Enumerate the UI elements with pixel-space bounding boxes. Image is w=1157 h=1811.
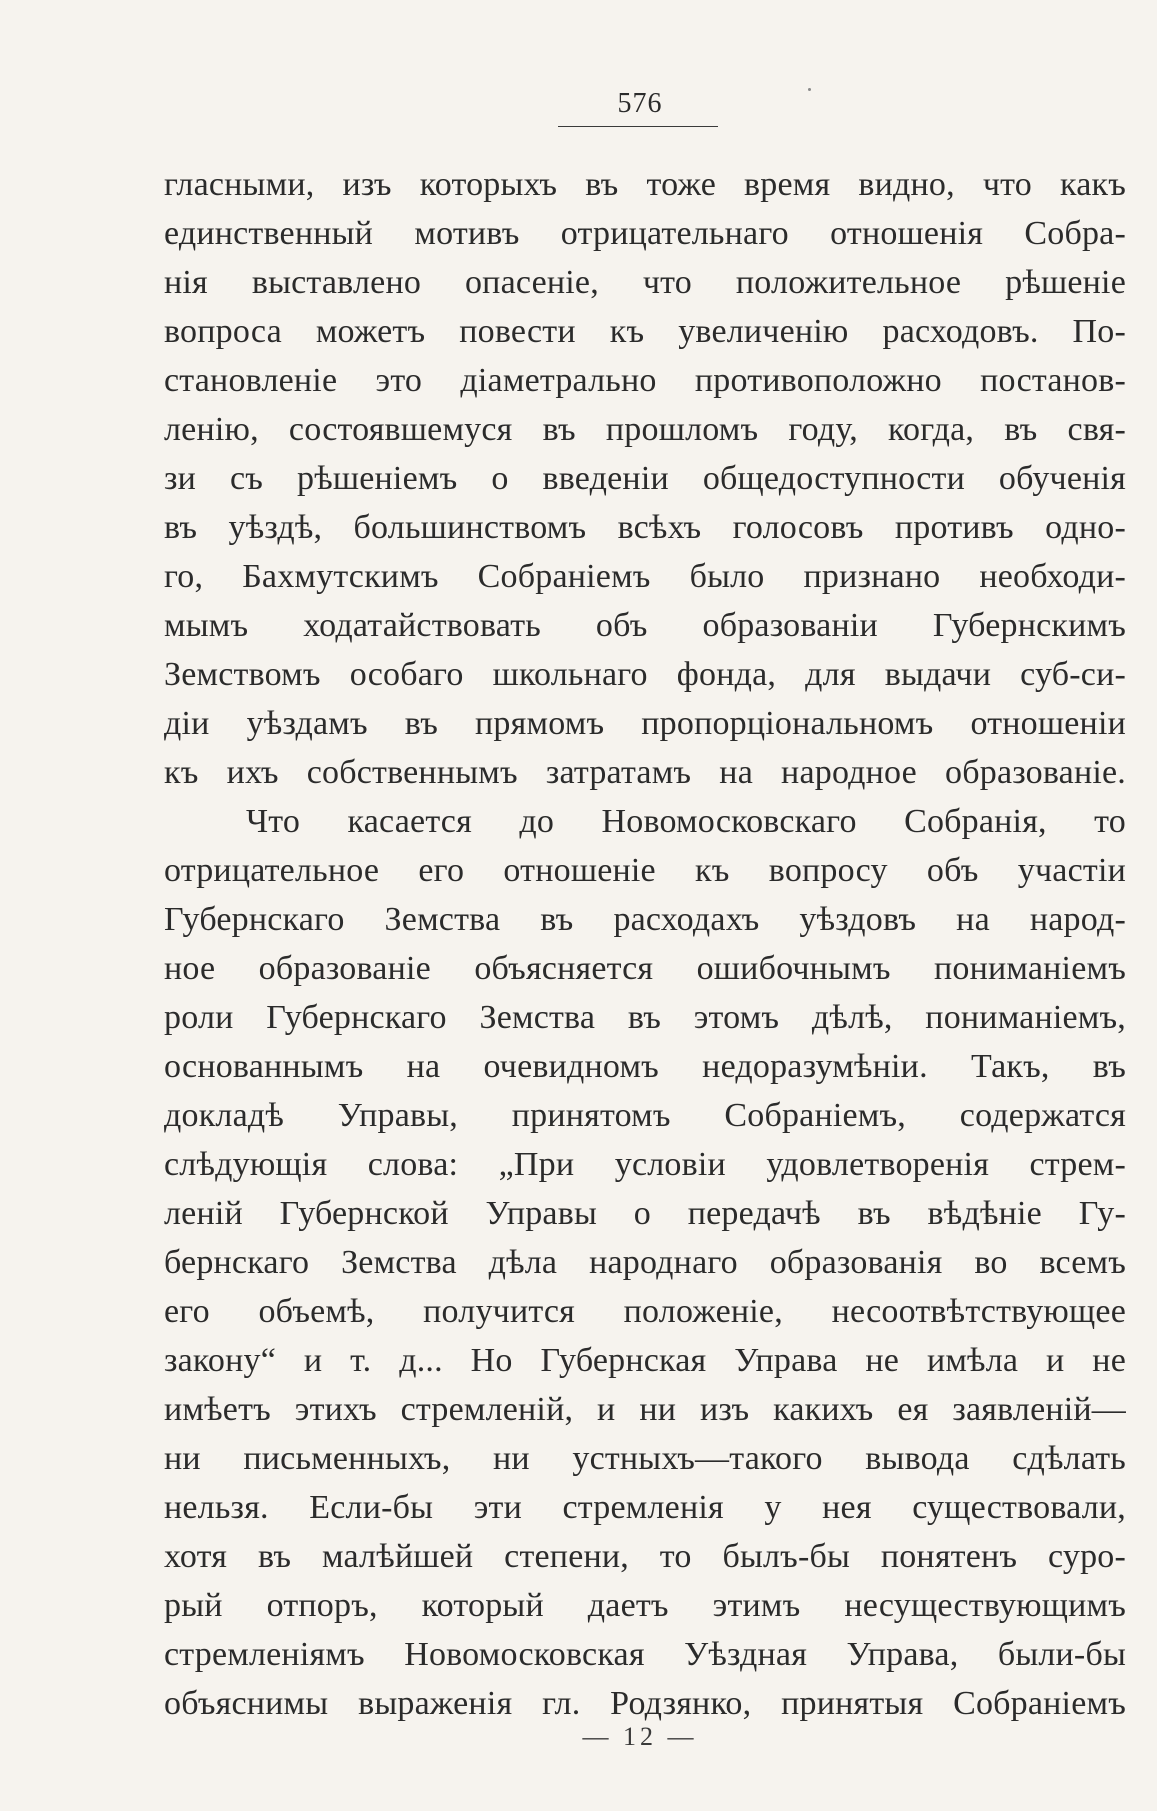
text-line: вопроса можетъ повести къ увеличенію расходовъ. По- [164, 313, 1126, 350]
text-line: ленію, состоявшемуся въ прошломъ году, когда, въ свя- [164, 411, 1126, 448]
text-line: докладѣ Управы, принятомъ Собраніемъ, содержатся [164, 1097, 1126, 1134]
text-line: его объемѣ, получится положеніе, несоотвѣтствующее [164, 1293, 1126, 1330]
page-number-rule [558, 126, 718, 127]
text-line: Земствомъ особаго школьнаго фонда, для выдачи суб-си- [164, 656, 1126, 693]
body-text [164, 160, 1126, 1728]
text-line: ное образованіе объясняется ошибочнымъ пониманіемъ [164, 950, 1126, 987]
text-line: нельзя. Если-бы эти стремленія у нея существовали, [164, 1489, 1126, 1526]
text-line: въ уѣздѣ, большинствомъ всѣхъ голосовъ противъ одно- [164, 509, 1126, 546]
text-line: роли Губернскаго Земства въ этомъ дѣлѣ, пониманіемъ, [164, 999, 1126, 1036]
page-number: 576 [617, 88, 663, 119]
text-line: отрицательное его отношеніе къ вопросу объ участіи [164, 852, 1126, 889]
text-line: бернскаго Земства дѣла народнаго образованія во всемъ [164, 1244, 1126, 1281]
text-line: основаннымъ на очевидномъ недоразумѣніи. Такъ, въ [164, 1048, 1126, 1085]
text-line: ни письменныхъ, ни устныхъ—такого вывода сдѣлать [164, 1440, 1126, 1477]
text-line: становленіе это діаметрально противоположно постанов- [164, 362, 1126, 399]
text-line: нія выставлено опасеніе, что положительное рѣшеніе [164, 264, 1126, 301]
text-line: гласными, изъ которыхъ въ тоже время видно, что какъ [164, 166, 1126, 203]
text-line: единственный мотивъ отрицательнаго отношенія Собра- [164, 215, 1126, 252]
signature-mark: — 12 — [582, 1722, 698, 1751]
text-line: къ ихъ собственнымъ затратамъ на народное образованіе. [164, 754, 1126, 791]
text-line: рый отпоръ, который даетъ этимъ несуществующимъ [164, 1587, 1126, 1624]
text-line: Губернскаго Земства въ расходахъ уѣздовъ на народ- [164, 901, 1126, 938]
text-line: хотя въ малѣйшей степени, то былъ-бы понятенъ суро- [164, 1538, 1126, 1575]
text-line: слѣдующія слова: „При условіи удовлетворенія стрем- [164, 1146, 1126, 1183]
paragraph-first-line: Что касается до Новомосковскаго Собранія, то [246, 803, 1126, 840]
print-speck [808, 88, 811, 91]
text-line: закону“ и т. д... Но Губернская Управа не имѣла и не [164, 1342, 1126, 1379]
text-line: объяснимы выраженія гл. Родзянко, принятыя Собраніемъ [164, 1685, 1126, 1722]
text-line: имѣетъ этихъ стремленій, и ни изъ какихъ ея заявленій— [164, 1391, 1126, 1428]
text-line: діи уѣздамъ въ прямомъ пропорціональномъ отношеніи [164, 705, 1126, 742]
text-line: зи съ рѣшеніемъ о введеніи общедоступности обученія [164, 460, 1126, 497]
text-line: го, Бахмутскимъ Собраніемъ было признано необходи- [164, 558, 1126, 595]
text-line: леній Губернской Управы о передачѣ въ вѣдѣніе Гу- [164, 1195, 1126, 1232]
text-line: стремленіямъ Новомосковская Уѣздная Управа, были-бы [164, 1636, 1126, 1673]
text-line: мымъ ходатайствовать объ образованіи Губернскимъ [164, 607, 1126, 644]
